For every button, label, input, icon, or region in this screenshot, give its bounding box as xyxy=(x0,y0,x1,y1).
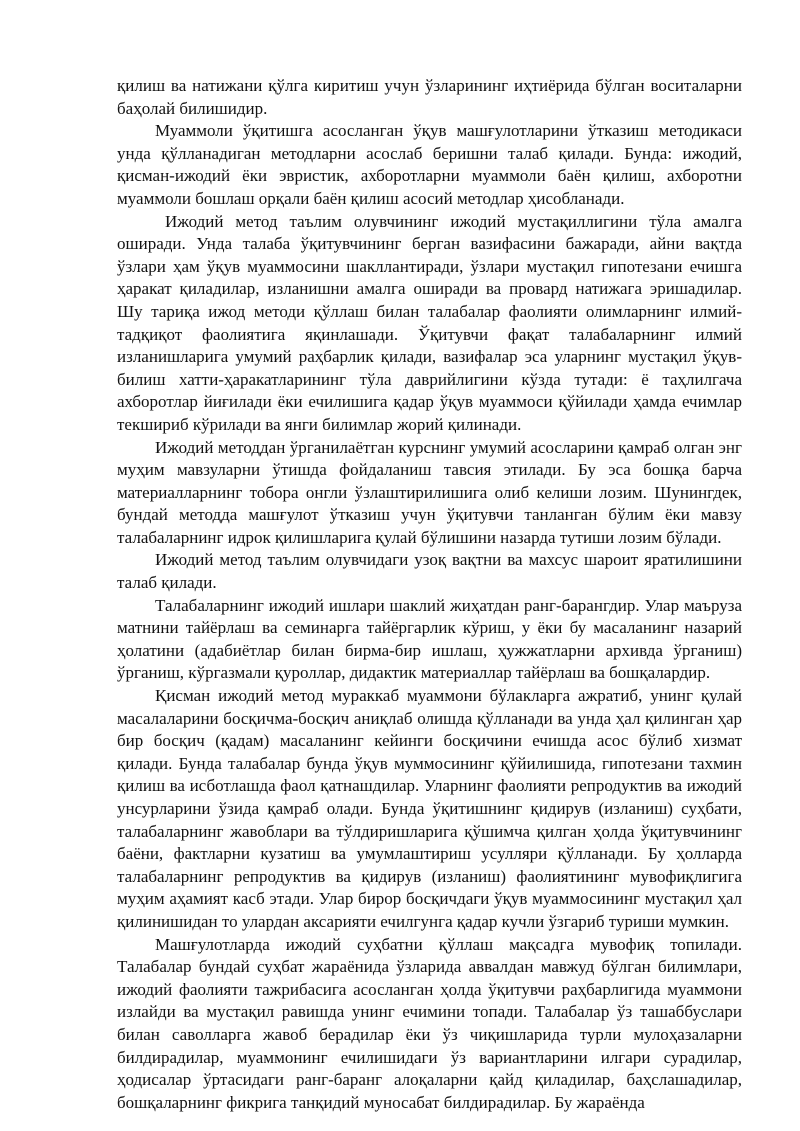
paragraph-6: Талабаларнинг ижодий ишлари шаклий жиҳатдан ранг-барангдир. Улар маъруза матнини тайёрлаш ва семинарга тайёргарлик кўриш, у ёки бу масаланинг назарий ҳолатини (адабиётлар билан бирма-бир ишлаш, ҳужжатларни архивда ўрганиш) ўрганиш, кўргазмали қуроллар, дидактик материаллар тайёрлаш ва бошқалардир. xyxy=(117,595,742,683)
paragraph-7: Қисман ижодий метод мураккаб муаммони бўлакларга ажратиб, унинг қулай масалаларини босқичма-босқич аниқлаб олишда қўлланади ва унда ҳал қилинган ҳар бир босқич (қадам) масаланинг кейинги босқичини ечишда асос бўлиб хизмат қилади. Бунда талабалар бунда ўқув муммосининг қўйилишида, гипотезани тахмин қилиш ва исботлашда фаол қатнашдилар. Уларнинг фаолияти репродуктив ва ижодий унсурларини ўзида қамраб олади. Бунда ўқитишнинг қидирув (изланиш) суҳбати, талабаларнинг жавоблари ва тўлдиришларига қўшимча қилган ҳолда ўқитувчининг баёни, фактларни кузатиш ва умумлаштириш усулляри қўлланади. Бу ҳолларда талабаларнинг репродуктив ва қидирув (изланиш) фаолиятининг мувофиқлигига муҳим аҳамият касб этади. Улар бирор босқичдаги ўқув муаммосининг мустақил ҳал қилинишидан то улардан аксарияти ечилгунга қадар кучли ўзгариб туриши мумкин. xyxy=(117,686,742,931)
paragraph-3: Ижодий метод таълим олувчининг ижодий мустақиллигини тўла амалга оширади. Унда талаба ўқитувчининг берган вазифасини бажаради, айни вақтда ўзлари ҳам ўқув муаммосини шакллантиради, ўзлари мустақил гипотезани ечишга ҳаракат қиладилар, изланишни амалга оширади ва провард натижага эришадилар. Шу тариқа ижод методи қўллаш билан талабалар фаолияти олимларнинг илмий-тадқиқот фаолиятига яқинлашади. Ўқитувчи фақат талабаларнинг илмий изланишларига умумий раҳбарлик қилади, вазифалар эса уларнинг мустақил ўқув-билиш хатти-ҳаракатларининг тўла даврийлигини кўзда тутади: ё таҳлилгача ахборотлар йиғилади ёки ечилишига қадар ўқув муаммоси қўйилади ҳамда ечимлар текшириб кўрилади ва янги билимлар жорий қилинади. xyxy=(117,211,742,434)
paragraph-2: Муаммоли ўқитишга асосланган ўқув машғулотларини ўтказиш методикаси унда қўлланадиган методларни асослаб беришни талаб қилади. Бунда: ижодий, қисман-ижодий ёки эвристик, ахборотларни муаммоли баён қилиш, ахборотни муаммоли бошлаш орқали баён қилиш асосий методлар ҳисобланади. xyxy=(117,121,742,208)
paragraph-8: Машғулотларда ижодий суҳбатни қўллаш мақсадга мувофиқ топилади. Талабалар бундай суҳбат жараёнида ўзларида аввалдан мавжуд бўлган билимлари, ижодий фаолияти тажрибасига асосланган ҳолда ўқитувчи раҳбарлигида муаммони излайди ва мустақил равишда унинг ечимини топади. Талабалар ўз ташаббуслари билан саволларга жавоб берадилар ёки ўз чиқишларида турли мулоҳазаларни билдирадилар, муаммонинг ечилишидаги ўз вариантларини илгари сурадилар, ҳодисалар ўртасидаги ранг-баранг алоқаларни қайд қиладилар, баҳслашадилар, бошқаларнинг фикрига танқидий муносабат билдирадилар. Бу жараёнда xyxy=(117,934,742,1112)
document-page xyxy=(117,75,742,1114)
paragraph-1: қилиш ва натижани қўлга киритиш учун ўзларининг иҳтиёрида бўлган воситаларни баҳолай билишидир. xyxy=(117,76,742,118)
paragraph-5: Ижодий метод таълим олувчидаги узоқ вақтни ва махсус шароит яратилишини талаб қилади. xyxy=(117,550,742,593)
paragraph-4: Ижодий методдан ўрганилаётган курснинг умумий асосларини қамраб олган энг муҳим мавзуларни ўтишда фойдаланиш тавсия этилади. Бу эса бошқа барча материалларнинг тобора онгли ўзлаштирилишига олиб келиши лозим. Шунингдек, бундай методда машғулот ўтказиш учун ўқитувчи танланган бўлим ёки мавзу талабаларнинг идрок қилишларига қулай бўлишини назарда тутиши лозим бўлади. xyxy=(117,437,742,547)
